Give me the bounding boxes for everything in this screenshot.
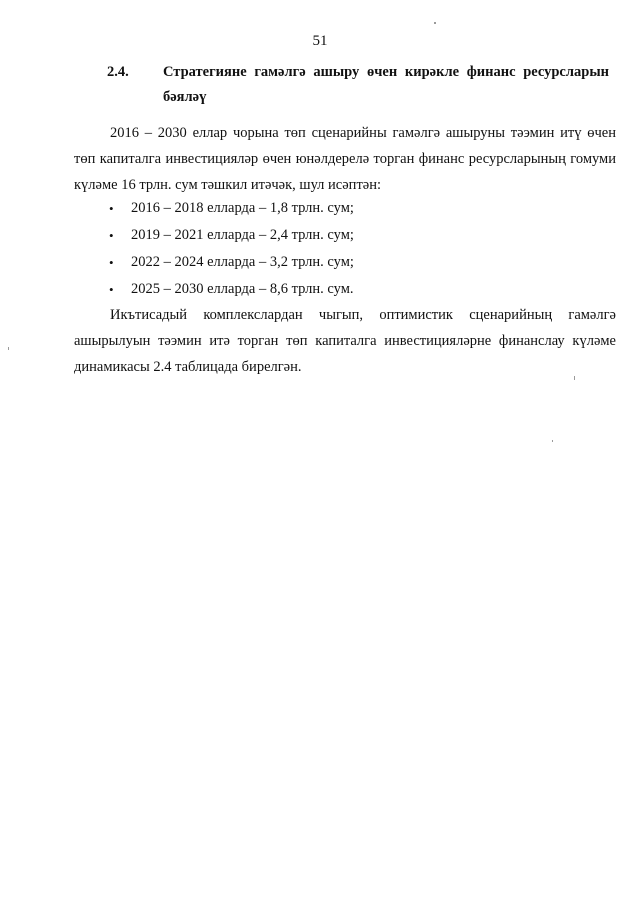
scan-speck — [434, 22, 436, 24]
paragraph-conclusion: Икътисадый комплекслардан чыгып, оптимистик сценарийның гамәлгә ашырылуын тәэмин итә торган төп капиталга инвестицияләрне финанслау күләме динамикасы 2.4 таблицада бирелгән. — [74, 307, 616, 375]
bullet-icon: • — [109, 228, 114, 243]
section-title: Стратегияне гамәлгә ашыру өчен кирәкле финанс ресурсларын бәяләү — [163, 64, 609, 105]
bullet-icon: • — [109, 282, 114, 297]
page-number: 51 — [312, 33, 328, 49]
list-item-text: 2025 – 2030 елларда – 8,6 трлн. сум. — [131, 281, 354, 297]
bullet-icon: • — [109, 201, 114, 216]
scan-speck — [552, 440, 553, 442]
section-number: 2.4. — [107, 64, 129, 80]
list-item — [108, 276, 354, 303]
list-item-text: 2016 – 2018 елларда – 1,8 трлн. сум; — [131, 200, 354, 216]
list-item — [108, 222, 354, 249]
list-item-text: 2019 – 2021 елларда – 2,4 трлн. сум; — [131, 227, 354, 243]
investment-list — [108, 195, 354, 303]
paragraph-intro: 2016 – 2030 еллар чорына төп сценарийны гамәлгә ашыруны тәэмин итү өчен төп капиталга инвестицияләр өчен юнәлдерелә торган финанс ресурсларының гомуми күләме 16 трлн. сум тәшкил итәчәк, шул исәптән: — [74, 125, 616, 193]
list-item-text: 2022 – 2024 елларда – 3,2 трлн. сум; — [131, 254, 354, 270]
list-item — [108, 195, 354, 222]
bullet-icon: • — [109, 255, 114, 270]
list-item — [108, 249, 354, 276]
scan-speck — [8, 347, 9, 350]
